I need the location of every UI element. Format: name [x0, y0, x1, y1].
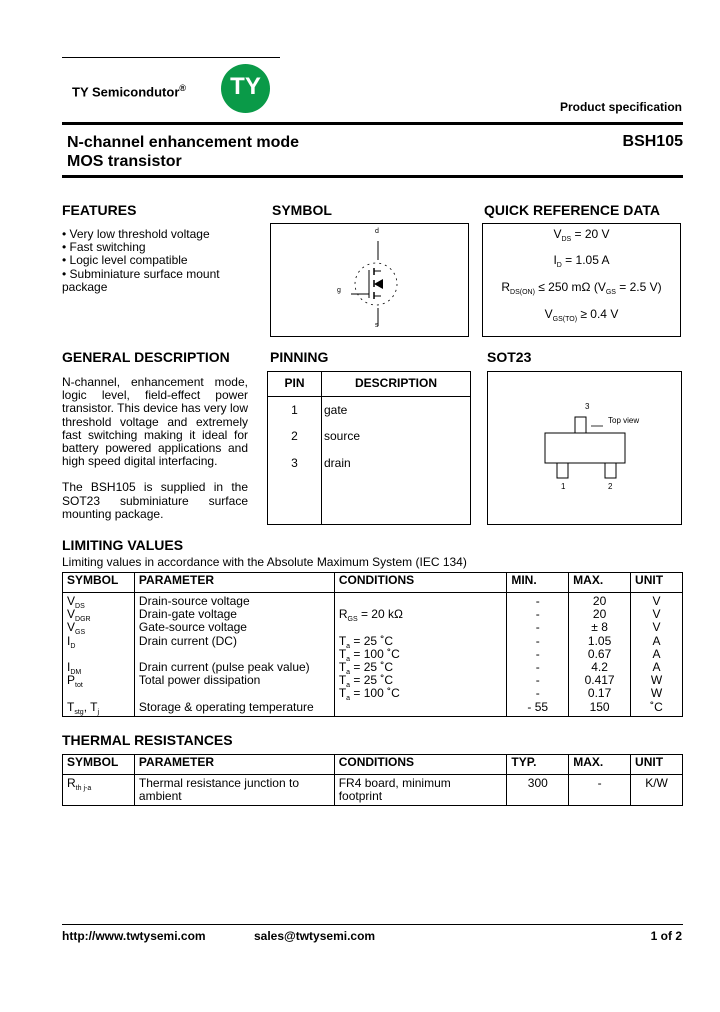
- company-name: TY Semicondutor®: [72, 83, 187, 100]
- table-header-row: SYMBOL PARAMETER CONDITIONS MIN. MAX. UNIT: [63, 573, 683, 593]
- limiting-subtitle: Limiting values in accordance with the Absolute Maximum System (IEC 134): [62, 555, 467, 569]
- limiting-heading: LIMITING VALUES: [62, 537, 184, 553]
- sot23-pin1: 1: [561, 482, 566, 491]
- sot23-pin3: 3: [585, 402, 590, 411]
- mosfet-symbol: [271, 224, 468, 336]
- table-header-row: SYMBOL PARAMETER CONDITIONS TYP. MAX. UNIT: [63, 755, 683, 775]
- sot23-heading: SOT23: [487, 349, 532, 365]
- thermal-heading: THERMAL RESISTANCES: [62, 732, 233, 748]
- general-description: N-channel, enhancement mode, logic level, field-effect power transistor. This device has very low threshold voltage and extremely fast switching making it ideal for battery powered applications and high speed digital interfacing. The BSH105 is supplied in the SOT23 subminiature surface mounting package.: [62, 375, 248, 521]
- title-rule: [62, 175, 683, 178]
- company-logo: TY: [221, 64, 270, 113]
- qr-rds: $R_{DS(ON)} \le 250$ mΩ ($V_{GS} = 2.5$ V): [501, 280, 662, 296]
- pin-desc: gate: [324, 403, 348, 417]
- qr-id: $I_D = 1.05$ A: [553, 253, 610, 269]
- gate-label: g: [337, 287, 341, 294]
- sot23-package: [488, 372, 681, 524]
- quick-ref-box: [482, 223, 681, 337]
- pinning-heading: PINNING: [270, 349, 329, 365]
- pin-number: 3: [291, 456, 298, 470]
- footer-url[interactable]: http://www.twtysemi.com: [62, 929, 206, 943]
- qr-vds: $V_{DS} = 20$ V: [553, 227, 610, 243]
- general-heading: GENERAL DESCRIPTION: [62, 349, 230, 365]
- symbol-heading: SYMBOL: [272, 202, 332, 218]
- pin-desc: drain: [324, 456, 351, 470]
- footer-rule: [62, 924, 683, 925]
- features-list: • Very low threshold voltage • Fast switching • Logic level compatible • Subminiature surface mount package: [62, 227, 220, 294]
- page-title: N-channel enhancement mode MOS transistor: [67, 134, 300, 170]
- table-row: $R_{th j-a}$ Thermal resistance junction to ambient FR4 board, minimum footprint 300 - K/W: [63, 775, 683, 806]
- thermal-table: [62, 754, 683, 806]
- pin-desc: source: [324, 429, 361, 443]
- pin-number: 2: [291, 429, 298, 443]
- symbol-box: [270, 223, 469, 337]
- footer-email[interactable]: sales@twtysemi.com: [254, 929, 376, 943]
- pinning-table: PIN DESCRIPTION 1 gate 2 source 3 drain: [267, 371, 471, 525]
- source-label: s: [375, 322, 379, 329]
- spec-label: Product specification: [559, 100, 682, 114]
- top-view-label: Top view: [608, 416, 640, 425]
- drain-label: d: [375, 228, 379, 235]
- part-number: BSH105: [622, 133, 683, 150]
- sot23-pin2: 2: [608, 482, 613, 491]
- page-number: 1 of 2: [650, 929, 682, 943]
- sot23-box: [487, 371, 682, 525]
- header-rule: [62, 122, 683, 125]
- qr-vgs: $V_{GS(TO)} \ge 0.4$ V: [544, 307, 619, 323]
- limiting-values-table: [62, 572, 683, 717]
- features-heading: FEATURES: [62, 202, 137, 218]
- header-top-rule: [62, 57, 280, 58]
- pin-number: 1: [291, 403, 298, 417]
- table-row: $V_{DS}$ $V_{DGR}$ $V_{GS}$ $I_D$ $I_{DM}$ $P_{tot}$ $T_{stg}$, $T_j$ Drain-source voltage Drain-gate voltage Gate-source voltage Drain current (DC) Drain current (pulse peak value) Total power dissipation Storage & operating temperature $R_{GS} = 20$ kΩ $T_a = 25$ ˚C $T_a = 100$ ˚C $T_a = 25$ ˚C $T_a = 25$ ˚C $T_a = 100$ ˚C - - - - - - - - - 55 20 20 ± 8 1.05 0.67 4.2 0.417 0.17 150 V V V A A A W W ˚C: [63, 593, 683, 717]
- quick-ref-heading: QUICK REFERENCE DATA: [484, 202, 661, 218]
